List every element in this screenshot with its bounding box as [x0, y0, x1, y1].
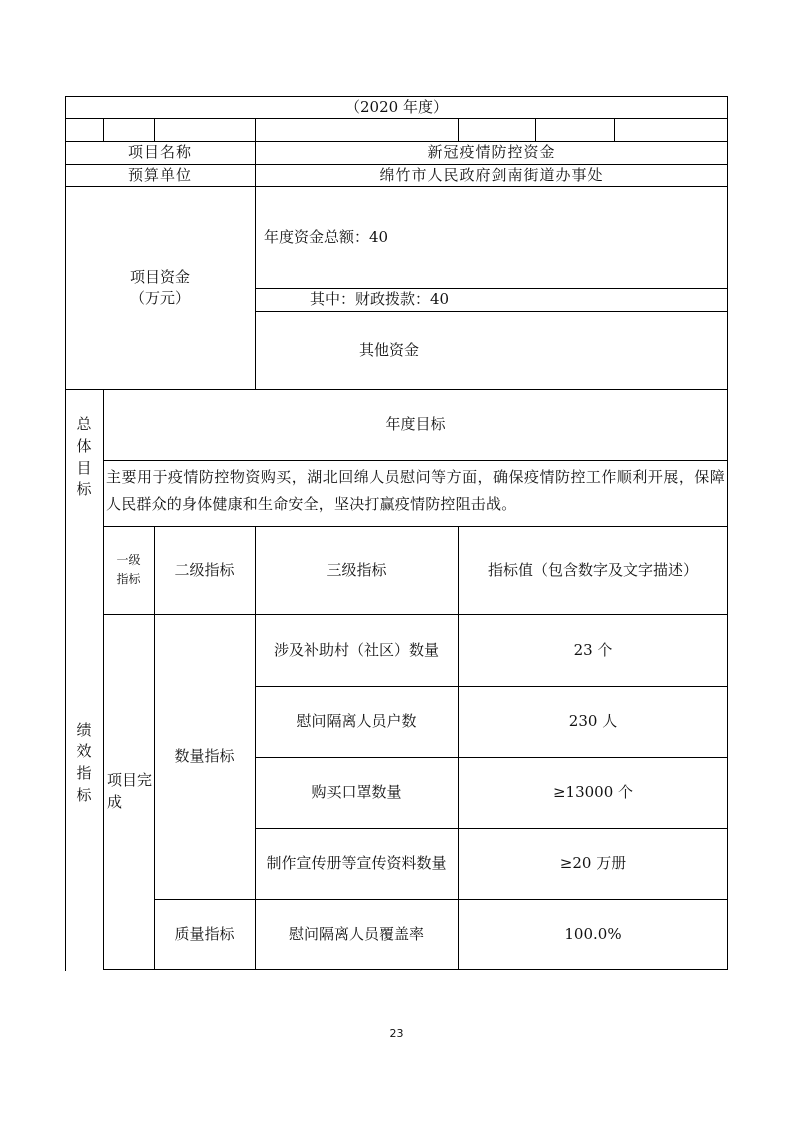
level1-line1: 项目完: [107, 771, 153, 790]
indicator-value: ≥13000 个: [552, 783, 634, 801]
performance-indicator-char: 效: [76, 742, 92, 761]
annual-goal-text: 主要用于疫情防控物资购买，湖北回绵人员慰问等方面，确保疫情防控工作顺利开展，保障人民群众的身体健康和生命安全，坚决打赢疫情防控阻击战。: [106, 468, 725, 513]
performance-indicator-label: [65, 526, 103, 970]
indicator-value: 100.0%: [564, 924, 622, 943]
project-funds-label-line2: （万元）: [129, 288, 190, 307]
annual-funds-total: 年度资金总额：40: [264, 227, 389, 246]
grid-line: [103, 969, 728, 970]
project-funds-label: [65, 186, 255, 389]
header-level1: [103, 526, 154, 614]
header-level2: 二级指标: [174, 560, 235, 579]
performance-indicator-char: 指: [76, 764, 92, 782]
project-funds-label-line1: 项目资金: [129, 267, 190, 286]
indicator-value: 230 人: [568, 712, 618, 730]
level1-line2: 成: [107, 793, 123, 811]
indicator-name: 制作宣传册等宣传资料数量: [266, 854, 447, 872]
page-number: 23: [389, 1027, 404, 1040]
grid-line: [458, 118, 459, 141]
performance-indicator-char: 绩: [76, 720, 92, 739]
indicator-name: 慰问隔离人员覆盖率: [288, 924, 424, 943]
grid-line: [535, 118, 536, 141]
budget-unit-value: 绵竹市人民政府剑南街道办事处: [379, 165, 604, 184]
annual-goal-label: 年度目标: [385, 415, 446, 433]
overall-goal-char: 目: [76, 458, 92, 477]
indicator-value: ≥20 万册: [559, 854, 627, 872]
header-value: 指标值（包含数字及文字描述）: [487, 560, 698, 579]
grid-line: [103, 118, 104, 141]
grid-line: [65, 118, 728, 119]
quality-indicator-label: 质量指标: [174, 924, 235, 943]
overall-goal-char: 体: [76, 436, 92, 455]
indicator-name: 购买口罩数量: [311, 783, 402, 801]
performance-indicator-char: 标: [76, 785, 92, 804]
overall-goal-char: 总: [76, 415, 92, 433]
header-level1-line1: 一级: [116, 552, 141, 567]
year-title: （2020 年度）: [345, 97, 448, 116]
project-name-value: 新冠疫情防控资金: [427, 143, 556, 161]
overall-goal-char: 标: [76, 480, 92, 499]
project-name-label: 项目名称: [127, 143, 192, 161]
other-funds: 其他资金: [359, 340, 420, 359]
header-level3: 三级指标: [326, 560, 387, 579]
fiscal-allocation: 其中：财政拨款：40: [310, 290, 450, 308]
header-level1-line2: 指标: [116, 572, 141, 586]
indicator-name: 涉及补助村（社区）数量: [273, 640, 439, 659]
indicator-value: 23 个: [573, 640, 613, 659]
grid-line: [154, 118, 155, 141]
quantity-indicator-label: 数量指标: [174, 747, 235, 765]
indicator-name: 慰问隔离人员户数: [296, 712, 417, 730]
grid-line: [614, 118, 615, 141]
budget-unit-label: 预算单位: [127, 165, 192, 184]
overall-goal-label: [65, 389, 103, 526]
level1-project-completion: [103, 614, 154, 970]
